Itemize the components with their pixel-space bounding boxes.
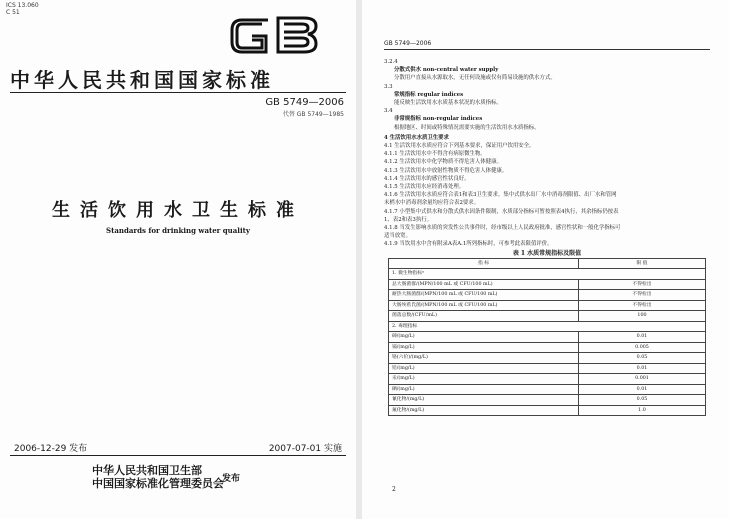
body-line: 非常规指标 non-regular indices (394, 116, 483, 123)
table-cell-limit: 不得检出 (579, 279, 706, 290)
table-cell-limit: 不得检出 (579, 290, 706, 301)
table-row (389, 405, 706, 416)
body-line: 4.1.6 生活饮用水水质应符合表1和表3卫生要求。集中式供水出厂水中消毒剂限值、出厂水和管网 (384, 192, 617, 199)
table-group-row (389, 321, 706, 332)
publisher-moh: 中华人民共和国卫生部 (92, 464, 202, 477)
table-cell-limit: 0.001 (579, 374, 706, 385)
table-row (389, 332, 706, 343)
body-line: 4.1 生活饮用水水质应符合下列基本要求，保证用户饮用安全。 (384, 143, 535, 150)
table-cell-indicator: 菌落总数/(CFU/mL) (389, 311, 579, 322)
body-line: 能反映生活饮用水水质基本状况的水质指标。 (394, 100, 502, 107)
table-row (389, 363, 706, 374)
table-cell-indicator: 总大肠菌群/(MPN/100 mL 或 CFU/100 mL) (389, 279, 579, 290)
body-line: 4.1.5 生活饮用水应经消毒处理。 (384, 184, 465, 191)
replaces-note: 代替 GB 5749—1985 (282, 111, 344, 118)
page-header-rule (384, 49, 710, 50)
table-cell-indicator: 铅/(mg/L) (389, 363, 579, 374)
table-cell-indicator: 氟化物/(mg/L) (389, 405, 579, 416)
body-line: 适当放宽。 (384, 233, 411, 240)
body-line: 4.1.3 生活饮用水中放射性物质不得危害人体健康。 (384, 167, 508, 174)
body-line: 4.1.8 当发生影响水质的突发性公共事件时，经市级以上人民政府批准，感官性状和一般化学指标可 (384, 225, 621, 232)
publishers (92, 464, 224, 490)
ccs-code: C 51 (6, 9, 20, 16)
table-cell-indicator: 硒/(mg/L) (389, 384, 579, 395)
table-cell-limit: 0.005 (579, 342, 706, 353)
table-row (389, 300, 706, 311)
publisher-sac: 中国国家标准化管理委员会 (92, 477, 224, 490)
table-header-row (389, 258, 706, 269)
standard-type-title: 中华人民共和国国家标准 (10, 68, 274, 92)
table-row (389, 374, 706, 385)
table-row (389, 311, 706, 322)
body-line: 4.1.2 生活饮用水中化学物质不得危害人体健康。 (384, 159, 502, 166)
body-line: 末梢水中消毒剂余量均应符合表2要求。 (384, 200, 480, 207)
body-line: 常规指标 regular indices (394, 91, 464, 98)
body-line: 4.1.4 生活饮用水的感官性状良好。 (384, 175, 470, 182)
table-row (389, 384, 706, 395)
body-line: 1、表2和表3执行。 (384, 216, 433, 223)
body-line: 4.1.1 生活饮用水中不得含有病原微生物。 (384, 151, 486, 158)
publish-label: 发布 (222, 474, 241, 484)
classification-codes (6, 2, 39, 16)
table-group-cell: 1. 微生物指标ᵃ (389, 269, 706, 280)
table-cell-indicator: 氰化物/(mg/L) (389, 395, 579, 406)
table-cell-limit: 1.0 (579, 405, 706, 416)
cover-page (0, 0, 356, 519)
table-cell-indicator: 镉/(mg/L) (389, 342, 579, 353)
table-cell-indicator: 铬(六价)/(mg/L) (389, 353, 579, 364)
table-caption: 表 1 水质常规指标及限值 (512, 249, 582, 257)
body-line: 4.1.9 当饮用水中含有附录A表A.1所列指标时，可参考此表限值评价。 (384, 241, 553, 248)
table-cell-limit: 0.01 (579, 363, 706, 374)
table-cell-indicator: 汞/(mg/L) (389, 374, 579, 385)
document-title-cn: 生活饮用水卫生标准 (52, 200, 304, 221)
body-line: 4.1.7 小型集中式供水和分散式供水因条件限制，水质部分指标可暂按照表4执行，其余指标仍按表 (384, 208, 619, 215)
body-line: 3.4 (384, 108, 393, 115)
body-line: 分散用户直接从水源取水，无任何设施或仅有简易设施的供水方式。 (394, 75, 556, 82)
header-rule (10, 92, 346, 93)
table-cell-indicator: 砷/(mg/L) (389, 332, 579, 343)
page-header: GB 5749—2006 (384, 40, 432, 47)
table-row (389, 279, 706, 290)
table-header-cell: 限 值 (579, 258, 706, 269)
table-cell-indicator: 耐热大肠菌群/(MPN/100 mL 或 CFU/100 mL) (389, 290, 579, 301)
table-cell-limit: 0.05 (579, 395, 706, 406)
table-row (389, 290, 706, 301)
table-group-row (389, 269, 706, 280)
body-line: 4 生活饮用水水质卫生要求 (384, 134, 449, 141)
implementation-date: 2007-07-01 实施 (268, 444, 342, 454)
content-page (362, 0, 729, 519)
body-line: 3.2.4 (384, 59, 398, 65)
table-cell-limit: 100 (579, 311, 706, 322)
table-cell-limit: 0.01 (579, 332, 706, 343)
document-title-en: Standards for drinking water quality (106, 226, 250, 235)
page-body (384, 58, 710, 416)
standard-number: GB 5749—2006 (265, 97, 344, 108)
table-cell-indicator: 大肠埃希氏菌/(MPN/100 mL 或 CFU/100 mL) (389, 300, 579, 311)
table-row (389, 353, 706, 364)
water-quality-table (388, 258, 706, 417)
gb-logo-icon (228, 12, 320, 58)
body-line: 分散式供水 non-central water supply (394, 67, 499, 74)
page-number: 2 (392, 486, 396, 493)
body-lines (384, 58, 710, 249)
table-cell-limit: 0.05 (579, 353, 706, 364)
footer-rule (10, 455, 346, 456)
table-header-cell: 指 标 (389, 258, 579, 269)
body-line: 3.3 (384, 83, 393, 90)
table-row (389, 342, 706, 353)
body-line: 根据地区、时间或特殊情况需要实施的生活饮用水水质指标。 (394, 124, 540, 131)
table-cell-limit: 不得检出 (579, 300, 706, 311)
table-row (389, 395, 706, 406)
table-group-cell: 2. 毒理指标 (389, 321, 706, 332)
issue-date: 2006-12-29 发布 (14, 444, 88, 454)
table-cell-limit: 0.01 (579, 384, 706, 395)
ics-code: ICS 13.060 (6, 2, 39, 9)
